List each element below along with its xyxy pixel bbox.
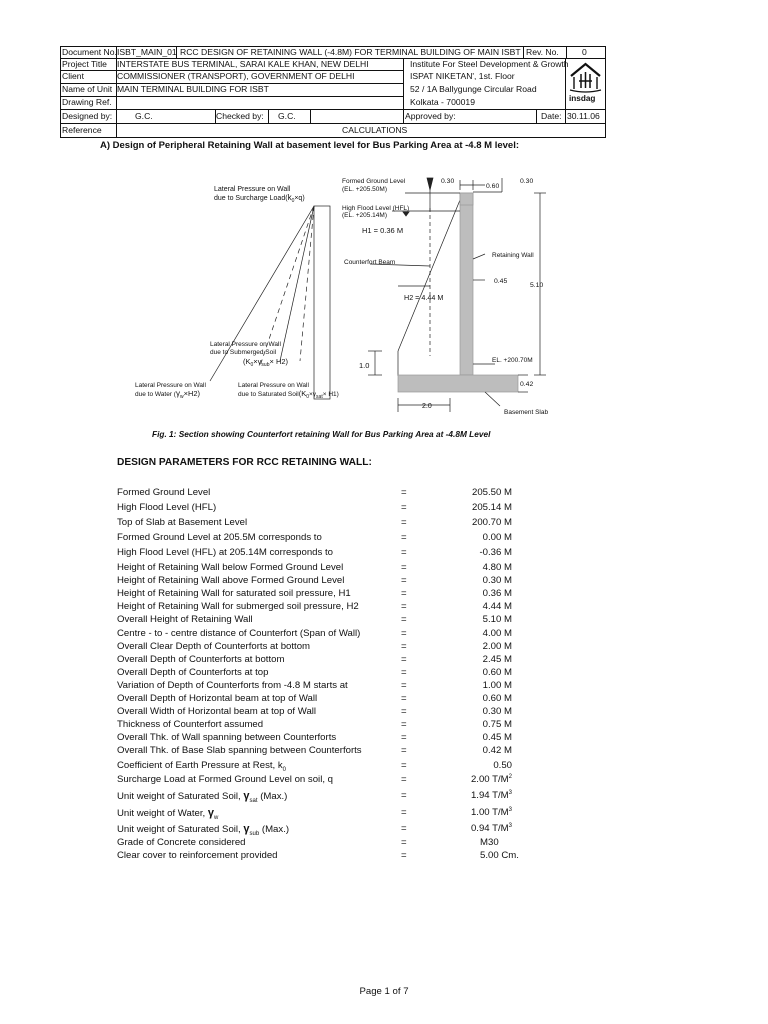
parameter-label <box>117 601 359 612</box>
parameter-label-text: Surcharge Load at Formed Ground Level on soil, q <box>117 774 333 785</box>
parameter-equals: = <box>401 732 407 743</box>
lp-surcharge-xq: ×q <box>294 195 303 202</box>
parameter-gamma-symbol: γ <box>207 807 214 819</box>
parameter-label <box>117 517 247 528</box>
lp-surcharge-0: 0 <box>291 198 295 204</box>
parameter-subscript: w <box>213 814 219 821</box>
parameter-row <box>0 588 768 601</box>
parameter-value <box>480 850 519 861</box>
parameter-label-tail: (Max.) <box>259 824 290 835</box>
parameter-label-text: Formed Ground Level <box>117 487 211 498</box>
client-label: Client <box>62 71 84 81</box>
insdag-logo <box>567 60 604 108</box>
header-row-line <box>60 109 606 110</box>
parameter-value-text: 0.42 M <box>482 745 512 756</box>
parameter-label-text: Height of Retaining Wall below Formed Ground Level <box>117 562 344 573</box>
base-slab <box>398 375 518 392</box>
parameter-row <box>0 517 768 530</box>
designed-value: G.C. <box>135 111 153 121</box>
parameter-label-text: Height of Retaining Wall for submerged soil pressure, H2 <box>117 601 359 612</box>
parameter-label <box>117 732 336 743</box>
parameter-label <box>117 680 348 691</box>
parameter-gamma-symbol: γ <box>243 790 250 802</box>
parameter-value-text: 0.00 M <box>482 532 512 543</box>
svg-text:(K0×γsub× H2) <box>243 357 289 368</box>
basement-slab-label: Basement Slab <box>504 409 549 416</box>
dim-10: 1.0 <box>359 361 370 370</box>
parameter-value-text: 5.10 M <box>482 614 512 625</box>
parameter-subscript: sat <box>249 797 258 804</box>
calculations-label: CALCULATIONS <box>342 125 408 135</box>
parameter-label-text: Height of Retaining Wall for saturated soil pressure, H1 <box>117 588 351 599</box>
institute-line-4: Kolkata - 700019 <box>410 97 475 107</box>
document-header <box>60 46 606 138</box>
parameter-value <box>440 790 512 801</box>
parameter-label-text: Formed Ground Level at 205.5M corresponds to <box>117 532 322 543</box>
approved-label: Approved by: <box>405 111 456 121</box>
parameter-equals: = <box>401 774 407 785</box>
lp-surcharge-line1: Lateral Pressure on Wall <box>214 186 291 193</box>
dim-045: 0.45 <box>494 278 508 285</box>
parameter-value <box>440 745 512 756</box>
parameter-equals: = <box>401 667 407 678</box>
header-border-bottom <box>60 137 606 138</box>
counterfort-slope <box>398 200 460 351</box>
top-beam <box>460 193 473 205</box>
lp-sub-line2: due to Submerged Soil <box>210 349 277 356</box>
date-label: Date: <box>541 111 562 121</box>
parameter-equals: = <box>401 719 407 730</box>
parameter-label-text: Overall Height of Retaining Wall <box>117 614 253 625</box>
parameter-label-text: Unit weight of Saturated Soil, <box>117 791 244 802</box>
parameter-label <box>117 547 333 558</box>
parameter-label <box>117 760 286 773</box>
header-col-line <box>536 109 537 123</box>
project-label: Project Title <box>62 59 107 69</box>
parameter-value-text: 2.00 M <box>482 641 512 652</box>
header-col-line <box>310 109 311 123</box>
parameter-label <box>117 807 218 821</box>
institute-line-3: 52 / 1A Ballygunge Circular Road <box>410 84 537 94</box>
parameter-unit-superscript: 3 <box>508 807 512 813</box>
parameter-row <box>0 807 768 820</box>
lp-surcharge-line2: due to Surcharge Load( <box>214 195 288 202</box>
header-col-line <box>565 109 566 123</box>
parameter-value-text: 200.70 M <box>471 517 512 528</box>
lp-sat-line2: due to Saturated Soil <box>238 391 299 398</box>
lp-sat-0: 0 <box>306 394 309 400</box>
parameter-label <box>117 719 263 730</box>
parameter-value <box>440 641 512 652</box>
parameter-value-text: 0.50 <box>493 760 512 771</box>
parameter-subscript: sub <box>249 830 260 837</box>
parameter-value <box>440 654 512 665</box>
parameter-label-text: Grade of Concrete considered <box>117 837 246 848</box>
parameter-label-text: Thickness of Counterfort assumed <box>117 719 264 730</box>
parameter-row <box>0 614 768 627</box>
parameter-row <box>0 790 768 803</box>
parameter-value <box>480 837 499 848</box>
parameter-label <box>117 532 322 543</box>
parameter-equals: = <box>401 641 407 652</box>
lp-water-w: w <box>179 394 184 400</box>
el-2007-label: EL. +200.70M <box>492 357 533 364</box>
checked-label: Checked by: <box>216 111 264 121</box>
h2-label: H2 = 4.44 M <box>404 293 444 302</box>
parameter-value-text: 0.60 M <box>482 667 512 678</box>
parameter-row <box>0 693 768 706</box>
page-number: Page 1 of 7 <box>359 986 409 997</box>
counterfort-beam-label: Counterfort Beam <box>344 259 396 266</box>
parameter-value-text: 1.00 T/M <box>470 807 509 819</box>
parameter-row <box>0 575 768 588</box>
section-title: A) Design of Peripheral Retaining Wall at basement level for Bus Parking Area at -4.8 M level: <box>100 140 519 151</box>
parameter-row <box>0 774 768 787</box>
parameter-value <box>440 667 512 678</box>
parameter-label <box>117 654 284 665</box>
parameter-value-text: 205.14 M <box>471 502 512 513</box>
lp-sub-sub: sub <box>261 362 270 368</box>
parameter-unit-superscript: 3 <box>508 823 512 829</box>
parameter-equals: = <box>401 614 407 625</box>
doc-title: RCC DESIGN OF RETAINING WALL (-4.8M) FOR TERMINAL BUILDING OF MAIN ISBT <box>180 47 521 57</box>
parameter-row <box>0 601 768 614</box>
doc-no-label: Document No. <box>62 47 117 57</box>
pressure-line <box>300 206 314 361</box>
hfl-marker <box>403 212 409 216</box>
lp-sub-line1: Lateral Pressure on Wall <box>210 341 281 348</box>
parameter-value-text: 0.45 M <box>482 732 512 743</box>
rev-label: Rev. No. <box>526 47 559 57</box>
parameter-equals: = <box>401 532 407 543</box>
parameter-row <box>0 837 768 850</box>
parameter-unit-superscript: 3 <box>508 790 512 796</box>
lp-sat-h1: × H1) <box>322 391 339 398</box>
parameter-label <box>117 745 362 756</box>
parameter-label-text: Overall Depth of Counterforts at top <box>117 667 269 678</box>
rev-value: 0 <box>582 47 587 57</box>
parameter-equals: = <box>401 588 407 599</box>
parameter-label-text: Overall Width of Horizontal beam at top of Wall <box>117 706 317 717</box>
parameter-row <box>0 850 768 863</box>
parameter-row <box>0 654 768 667</box>
figure-caption: Fig. 1: Section showing Counterfort retaining Wall for Bus Parking Area at -4.8M Level <box>152 429 491 439</box>
parameter-equals: = <box>401 760 407 771</box>
parameter-subscript: 0 <box>282 766 286 773</box>
parameter-label <box>117 575 344 586</box>
header-border-right <box>605 46 606 138</box>
parameter-value-text: 4.00 M <box>482 628 512 639</box>
header-col-line <box>403 58 404 109</box>
parameter-row <box>0 641 768 654</box>
parameter-equals: = <box>401 517 407 528</box>
parameter-value <box>440 601 512 612</box>
parameter-row <box>0 719 768 732</box>
header-row-line <box>60 123 606 124</box>
parameter-value-text: 0.36 M <box>482 588 512 599</box>
parameter-label-text: Overall Depth of Horizontal beam at top of Wall <box>117 693 318 704</box>
parameter-equals: = <box>401 807 407 818</box>
parameter-value-text: 0.94 T/M <box>470 823 509 835</box>
parameter-equals: = <box>401 745 407 756</box>
parameter-value <box>440 774 512 785</box>
lp-sub-h2: × H2) <box>269 357 289 366</box>
parameter-value-text: 0.75 M <box>482 719 512 730</box>
dim-030-top: 0.30 <box>441 178 455 185</box>
lp-water-h2: ×H2) <box>183 389 201 398</box>
header-col-line <box>268 109 269 123</box>
parameter-value-text: 2.00 T/M <box>470 774 509 786</box>
parameter-value <box>440 719 512 730</box>
parameter-value <box>440 547 512 558</box>
parameter-label-text: Centre - to - centre distance of Counterfort (Span of Wall) <box>117 628 361 639</box>
parameter-value <box>440 760 512 771</box>
dim-060: 0.60 <box>486 183 500 190</box>
parameter-value-text: M30 <box>480 837 499 848</box>
parameter-equals: = <box>401 837 407 848</box>
parameter-unit-superscript: 2 <box>508 774 512 780</box>
parameter-row <box>0 732 768 745</box>
header-border-left <box>60 46 61 138</box>
parameter-row <box>0 823 768 836</box>
retaining-wall-section-figure <box>130 166 590 421</box>
project-value: INTERSTATE BUS TERMINAL, SARAI KALE KHAN, NEW DELHI <box>117 59 369 69</box>
parameter-label <box>117 706 316 717</box>
surcharge-pressure-block <box>314 206 330 399</box>
date-value: 30.11.06 <box>567 111 600 121</box>
lp-water-line2: due to Water ( <box>135 391 176 398</box>
hfl-el: (EL. +205.14M) <box>342 212 387 219</box>
retaining-wall-label: Retaining Wall <box>492 252 534 259</box>
parameter-row <box>0 667 768 680</box>
parameter-value-text: -0.36 M <box>479 547 512 558</box>
parameter-value <box>440 532 512 543</box>
parameter-label-text: High Flood Level (HFL) <box>117 502 217 513</box>
parameter-row <box>0 680 768 693</box>
parameter-equals: = <box>401 562 407 573</box>
parameter-equals: = <box>401 823 407 834</box>
parameter-row <box>0 562 768 575</box>
lp-surcharge-close: ) <box>302 195 305 202</box>
lp-sat-k: (K <box>298 389 307 398</box>
lp-sub-k: (K <box>243 357 251 366</box>
parameter-equals: = <box>401 575 407 586</box>
institute-line-2: ISPAT NIKETAN', 1st. Floor <box>410 71 515 81</box>
parameter-label <box>117 823 289 837</box>
parameter-row <box>0 547 768 560</box>
parameter-label-tail: (Max.) <box>257 791 288 802</box>
parameter-value-text: 4.80 M <box>482 562 512 573</box>
parameter-value <box>440 693 512 704</box>
parameter-label-text: Unit weight of Saturated Soil, <box>117 824 244 835</box>
parameter-equals: = <box>401 790 407 801</box>
wall-leader <box>473 254 485 259</box>
parameter-value <box>440 487 512 498</box>
parameter-label <box>117 774 333 785</box>
lp-sat-line1: Lateral Pressure on Wall <box>238 382 309 389</box>
pressure-line <box>280 206 314 361</box>
parameter-label <box>117 588 351 599</box>
h1-label: H1 = 0.36 M <box>362 226 404 235</box>
parameter-label <box>117 850 278 861</box>
parameter-value-text: 1.94 T/M <box>470 790 509 802</box>
parameter-label-text: High Flood Level (HFL) at 205.14M corresponds to <box>117 547 333 558</box>
parameter-label <box>117 641 310 652</box>
parameter-value <box>440 575 512 586</box>
parameter-value-text: 1.00 M <box>482 680 512 691</box>
parameter-value-text: 205.50 M <box>471 487 512 498</box>
parameter-equals: = <box>401 628 407 639</box>
parameter-label <box>117 693 317 704</box>
header-col-line <box>523 46 524 58</box>
parameter-row <box>0 487 768 500</box>
unit-value: MAIN TERMINAL BUILDING FOR ISBT <box>117 84 269 94</box>
parameter-equals: = <box>401 680 407 691</box>
parameter-value-text: 0.30 M <box>482 706 512 717</box>
unit-label: Name of Unit <box>62 84 113 94</box>
dim-030-right: 0.30 <box>520 178 534 185</box>
lp-sat-gamma: ×γ <box>309 391 317 398</box>
doc-no-value: ISBT_MAIN_01 <box>117 47 177 57</box>
drawing-label: Drawing Ref. <box>62 97 112 107</box>
fgl-el: (EL. +205.50M) <box>342 186 387 193</box>
parameter-equals: = <box>401 601 407 612</box>
retaining-wall-stem <box>460 193 473 375</box>
parameter-value-text: 5.00 Cm. <box>480 850 519 861</box>
svg-text:due to Surcharge Load(k0×q) <box>214 193 305 204</box>
parameter-value <box>440 823 512 834</box>
institute-line-1: Institute For Steel Development & Growth <box>410 59 569 69</box>
parameter-equals: = <box>401 850 407 861</box>
parameter-label-text: Overall Thk. of Wall spanning between Counterforts <box>117 732 337 743</box>
parameter-value-text: 0.30 M <box>482 575 512 586</box>
parameter-label <box>117 502 216 513</box>
parameter-equals: = <box>401 502 407 513</box>
parameter-value-text: 2.45 M <box>482 654 512 665</box>
lp-sub-0: 0 <box>250 362 254 368</box>
header-col-line <box>403 109 404 123</box>
lp-surcharge-k: k <box>287 193 292 202</box>
parameter-label <box>117 628 360 639</box>
parameter-value-text: 4.44 M <box>482 601 512 612</box>
dim-20: 2.0 <box>422 403 432 410</box>
parameter-value <box>440 628 512 639</box>
parameter-equals: = <box>401 706 407 717</box>
parameter-equals: = <box>401 693 407 704</box>
parameter-equals: = <box>401 487 407 498</box>
parameter-value-text: 0.60 M <box>482 693 512 704</box>
parameter-label-text: Unit weight of Water, <box>117 808 208 819</box>
parameter-equals: = <box>401 547 407 558</box>
parameter-equals: = <box>401 654 407 665</box>
dim-510: 5.10 <box>530 282 544 289</box>
parameter-label <box>117 562 343 573</box>
lp-water-line1: Lateral Pressure on Wall <box>135 382 206 389</box>
parameter-label <box>117 614 253 625</box>
client-value: COMMISSIONER (TRANSPORT), GOVERNMENT OF DELHI <box>117 71 355 81</box>
lp-water-gamma: γ <box>175 389 180 398</box>
parameter-label-text: Clear cover to reinforcement provided <box>117 850 278 861</box>
parameter-value <box>440 732 512 743</box>
parameter-label-text: Overall Depth of Counterforts at bottom <box>117 654 285 665</box>
parameter-value <box>440 562 512 573</box>
svg-text:due to Water (γw×H2) <box>135 389 201 400</box>
reference-label: Reference <box>62 125 102 135</box>
logo-text: insdag <box>569 94 596 103</box>
parameter-label-text: Overall Thk. of Base Slab spanning between Counterforts <box>117 745 362 756</box>
parameter-label <box>117 487 210 498</box>
fgl-label: Formed Ground Level <box>342 178 406 185</box>
design-parameters-title: DESIGN PARAMETERS FOR RCC RETAINING WALL: <box>117 457 372 468</box>
dim-042: 0.42 <box>520 381 534 388</box>
parameter-label <box>117 667 268 678</box>
lp-sat-sat: sat <box>316 394 323 400</box>
parameter-row <box>0 628 768 641</box>
parameter-label-text: Overall Clear Depth of Counterforts at bottom <box>117 641 311 652</box>
parameter-label <box>117 837 246 848</box>
parameter-value <box>440 614 512 625</box>
parameter-label <box>117 790 287 804</box>
parameter-value <box>440 588 512 599</box>
checked-value: G.C. <box>278 111 296 121</box>
hfl-label: High Flood Level (HFL) <box>342 205 410 212</box>
parameter-value <box>440 807 512 818</box>
parameter-value <box>440 517 512 528</box>
parameter-value <box>440 502 512 513</box>
parameter-label-text: Top of Slab at Basement Level <box>117 517 248 528</box>
parameter-label-text: Height of Retaining Wall above Formed Ground Level <box>117 575 345 586</box>
parameter-gamma-symbol: γ <box>243 823 250 835</box>
parameter-value <box>440 706 512 717</box>
parameter-label-text: Variation of Depth of Counterforts from -4.8 M starts at <box>117 680 348 691</box>
parameter-row <box>0 502 768 515</box>
parameter-row <box>0 760 768 773</box>
lp-sub-gamma: ×γ <box>253 357 262 366</box>
header-col-line <box>566 46 567 58</box>
designed-label: Designed by: <box>62 111 113 121</box>
parameter-row <box>0 706 768 719</box>
parameter-label-text: Coefficient of Earth Pressure at Rest, k <box>117 760 283 771</box>
parameter-row <box>0 745 768 758</box>
parameter-value <box>440 680 512 691</box>
parameter-row <box>0 532 768 545</box>
svg-text:due to Saturated Soil(K0×γsat× <box>238 389 339 400</box>
slab-leader <box>485 392 500 406</box>
